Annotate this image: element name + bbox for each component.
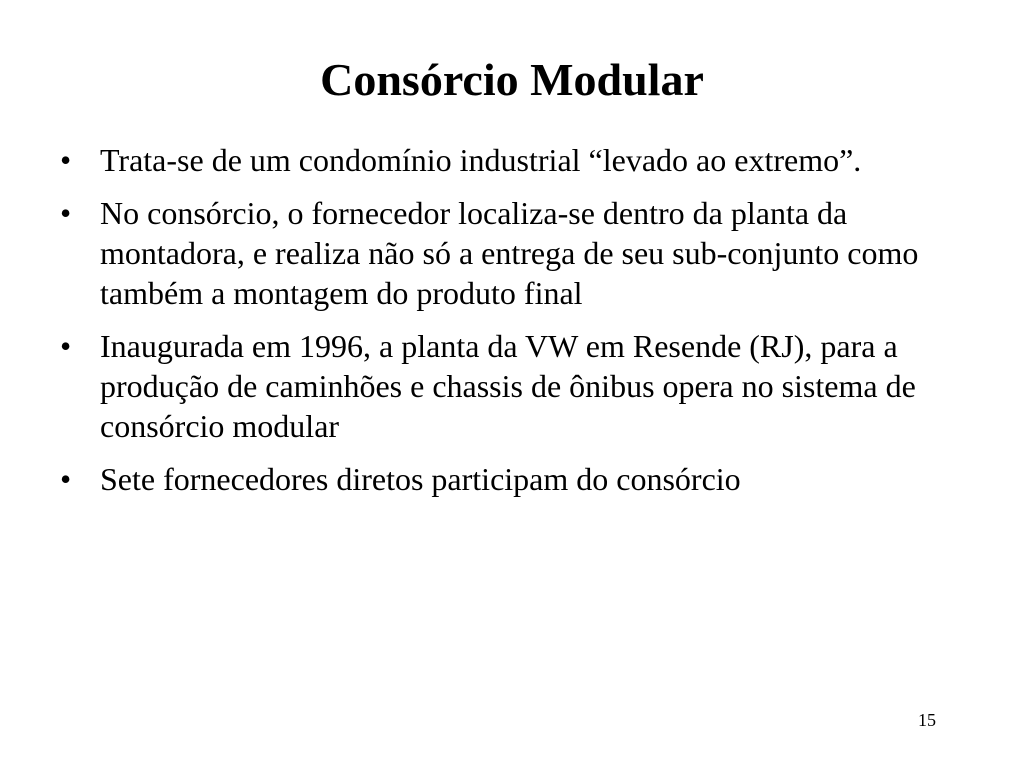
bullet-list <box>60 140 940 512</box>
page-number: 15 <box>918 710 936 730</box>
bullet-text: No consórcio, o fornecedor localiza-se dentro da planta da montadora, e realiza não só a entrega de seu sub-conjunto como também a montagem do produto final <box>100 195 919 311</box>
bullet-item <box>60 193 940 313</box>
bullet-item <box>60 326 940 446</box>
slide-title: Consórcio Modular <box>320 54 704 105</box>
bullet-item <box>60 459 940 499</box>
bullet-text: Trata-se de um condomínio industrial “levado ao extremo”. <box>100 142 862 178</box>
bullet-text: Inaugurada em 1996, a planta da VW em Resende (RJ), para a produção de caminhões e chassis de ônibus opera no sistema de consórcio modular <box>100 328 916 444</box>
bullet-item <box>60 140 940 180</box>
bullet-marker: • <box>60 328 72 364</box>
bullet-marker: • <box>60 195 72 231</box>
bullet-text: Sete fornecedores diretos participam do consórcio <box>100 461 741 497</box>
bullet-marker: • <box>60 461 72 497</box>
bullet-marker: • <box>60 142 72 178</box>
